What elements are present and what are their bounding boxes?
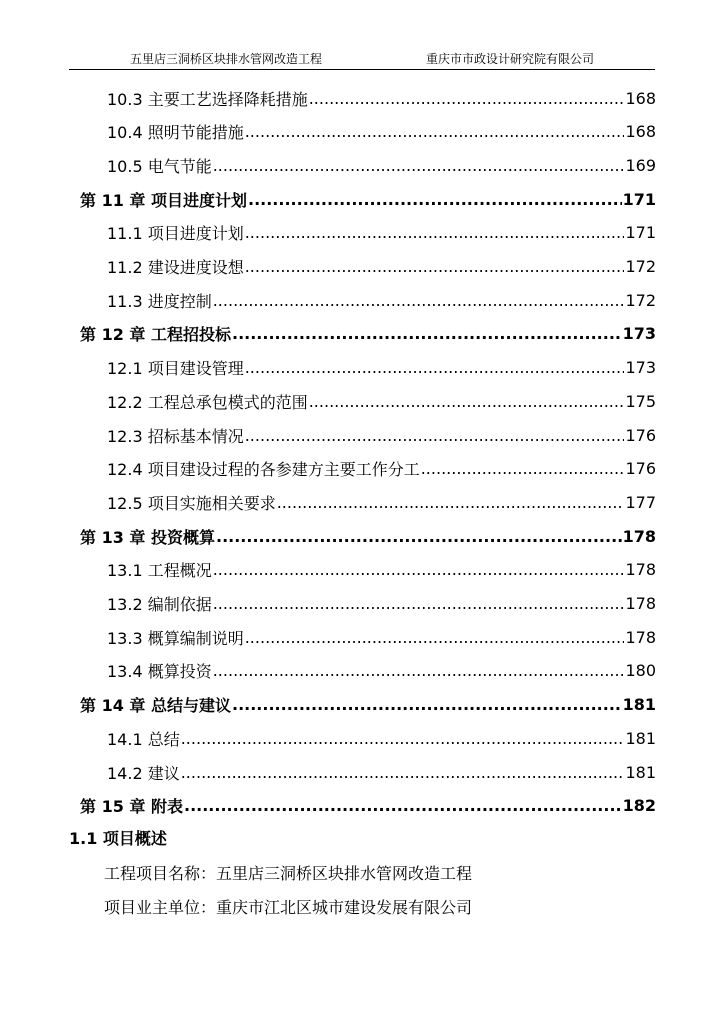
toc-dot-leader	[245, 358, 625, 377]
toc-entry-title: 第 13 章 投资概算	[80, 527, 215, 547]
toc-entry-title: 13.3 概算编制说明	[107, 628, 244, 648]
toc-section-row[interactable]	[107, 485, 656, 519]
toc-chapter-row[interactable]	[80, 789, 656, 823]
toc-dot-leader	[245, 223, 625, 242]
toc-page-number: 178	[625, 627, 656, 647]
toc-entry-title: 14.2 建议	[107, 763, 180, 783]
toc-entry-title: 12.1 项目建设管理	[107, 359, 244, 379]
toc-section-row[interactable]	[107, 721, 656, 755]
toc-section-row[interactable]	[107, 283, 656, 317]
toc-entry-title: 10.4 照明节能措施	[107, 123, 244, 143]
toc-dot-leader	[248, 190, 622, 209]
page-header	[69, 50, 655, 70]
toc-dot-leader	[245, 122, 625, 141]
toc-section-row[interactable]	[107, 587, 656, 621]
toc-page-number: 172	[625, 290, 656, 310]
toc-section-row[interactable]	[107, 250, 656, 284]
toc-dot-leader	[245, 257, 625, 276]
toc-page-number: 175	[625, 391, 656, 411]
toc-page-number: 181	[622, 695, 656, 715]
toc-page-number: 182	[622, 796, 656, 816]
toc-page-number: 181	[625, 762, 656, 782]
toc-dot-leader	[277, 493, 625, 512]
toc-dot-leader	[216, 527, 622, 546]
toc-section-row[interactable]	[107, 654, 656, 688]
toc-section-row[interactable]	[107, 553, 656, 587]
toc-section-row[interactable]	[107, 81, 656, 115]
toc-page-number: 177	[625, 492, 656, 512]
toc-entry-title: 12.5 项目实施相关要求	[107, 493, 276, 513]
toc-entry-title: 12.2 工程总承包模式的范围	[107, 392, 308, 412]
toc-page-number: 171	[625, 223, 656, 243]
toc-entry-title: 11.2 建设进度设想	[107, 258, 244, 277]
toc-entry-title: 12.4 项目建设过程的各参建方主要工作分工	[107, 460, 420, 480]
toc-page-number: 176	[625, 425, 656, 445]
toc-page-number: 168	[625, 88, 656, 108]
toc-dot-leader	[245, 628, 625, 647]
toc-entry-title: 第 11 章 项目进度计划	[80, 190, 247, 210]
toc-page-number: 178	[625, 560, 656, 580]
toc-dot-leader	[213, 594, 625, 613]
toc-entry-title: 第 15 章 附表	[80, 797, 183, 817]
toc-chapter-row[interactable]	[80, 182, 656, 216]
toc-section-row[interactable]	[107, 755, 656, 789]
toc-entry-title: 11.1 项目进度计划	[107, 224, 244, 244]
toc-section-row[interactable]	[107, 115, 656, 149]
toc-page-number: 169	[625, 155, 656, 175]
toc-dot-leader	[232, 324, 622, 343]
toc-section-row[interactable]	[107, 148, 656, 182]
toc-section-row[interactable]	[107, 620, 656, 654]
header-company-name: 重庆市市政设计研究院有限公司	[426, 52, 595, 66]
toc-dot-leader	[421, 459, 625, 478]
toc-entry-title: 11.3 进度控制	[107, 291, 212, 311]
toc-dot-leader	[232, 695, 622, 714]
toc-entry-title: 第 14 章 总结与建议	[80, 696, 231, 716]
toc-dot-leader	[181, 763, 625, 782]
toc-entry-title: 10.5 电气节能	[107, 156, 212, 176]
toc-dot-leader	[213, 560, 625, 579]
toc-dot-leader	[213, 156, 625, 175]
project-name-line: 工程项目名称：五里店三洞桥区块排水管网改造工程	[104, 864, 473, 883]
toc-dot-leader	[309, 392, 625, 411]
toc-entry-title: 12.3 招标基本情况	[107, 426, 244, 446]
toc-page-number: 173	[622, 324, 656, 344]
toc-dot-leader	[213, 291, 625, 310]
toc-dot-leader	[181, 729, 625, 748]
toc-entry-title: 14.1 总结	[107, 729, 180, 749]
toc-entry-title: 10.3 主要工艺选择降耗措施	[107, 89, 308, 109]
toc-dot-leader	[184, 796, 622, 815]
project-owner-line: 项目业主单位：重庆市江北区城市建设发展有限公司	[104, 898, 473, 917]
toc-page-number: 178	[622, 526, 656, 546]
toc-section-row[interactable]	[107, 351, 656, 385]
header-project-name: 五里店三洞桥区块排水管网改造工程	[130, 52, 323, 66]
toc-page-number: 171	[622, 189, 656, 209]
toc-page-number: 173	[625, 358, 656, 378]
toc-section-row[interactable]	[107, 452, 656, 486]
toc-section-row[interactable]	[107, 384, 656, 418]
toc-chapter-row[interactable]	[80, 317, 656, 351]
section-heading: 1.1 项目概述	[69, 829, 167, 848]
toc-chapter-row[interactable]	[80, 519, 656, 553]
toc-dot-leader	[245, 426, 625, 445]
toc-entry-title: 13.2 编制依据	[107, 595, 212, 614]
toc-dot-leader	[213, 661, 625, 680]
toc-entry-title: 第 12 章 工程招投标	[80, 325, 231, 345]
toc-page-number: 180	[625, 661, 656, 681]
toc-page-number: 168	[625, 122, 656, 142]
toc-page-number: 178	[625, 594, 656, 613]
toc-page-number: 176	[625, 459, 656, 479]
toc-page-number: 172	[625, 257, 656, 276]
toc-entry-title: 13.1 工程概况	[107, 561, 212, 581]
toc-page-number: 181	[625, 728, 656, 748]
toc-dot-leader	[309, 89, 625, 108]
toc-entry-title: 13.4 概算投资	[107, 662, 212, 682]
toc-section-row[interactable]	[107, 418, 656, 452]
toc-chapter-row[interactable]	[80, 688, 656, 722]
toc-section-row[interactable]	[107, 216, 656, 250]
